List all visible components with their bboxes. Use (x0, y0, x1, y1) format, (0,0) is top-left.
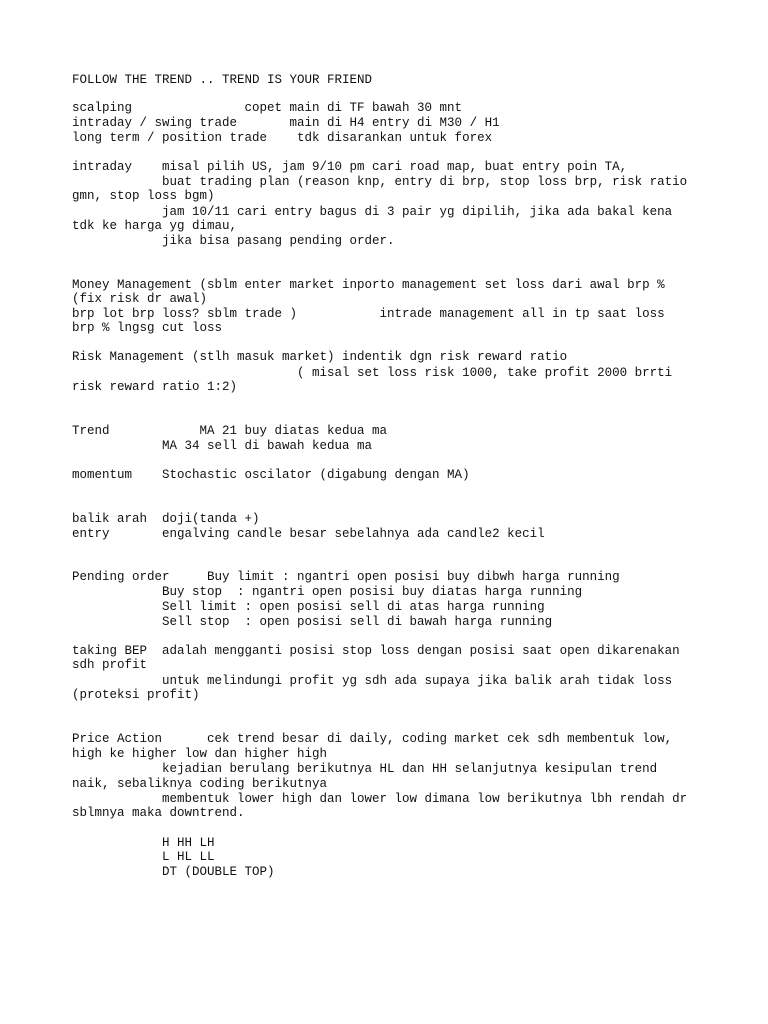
text-line: long term / position trade tdk disarankan untuk forex (72, 131, 493, 145)
text-line: Sell stop : open posisi sell di bawah harga running (72, 615, 553, 629)
text-line: gmn, stop loss bgm) (72, 189, 215, 203)
text-line: buat trading plan (reason knp, entry di brp, stop loss brp, risk ratio (72, 175, 688, 189)
text-line: intraday misal pilih US, jam 9/10 pm cari road map, buat entry poin TA, (72, 160, 628, 174)
text-line: brp % lngsg cut loss (72, 321, 223, 335)
text-line: Sell limit : open posisi sell di atas harga running (72, 600, 545, 614)
text-line: untuk melindungi profit yg sdh ada supaya jika balik arah tidak loss (72, 674, 673, 688)
text-line: (fix risk dr awal) (72, 292, 208, 306)
text-line: L HL LL (72, 850, 215, 864)
text-line: entry engalving candle besar sebelahnya ada candle2 kecil (72, 527, 545, 541)
text-line: Trend MA 21 buy diatas kedua ma (72, 424, 388, 438)
text-line: Price Action cek trend besar di daily, coding market cek sdh membentuk low, (72, 732, 673, 746)
text-line: risk reward ratio 1:2) (72, 380, 238, 394)
text-line: H HH LH (72, 836, 215, 850)
text-line: kejadian berulang berikutnya HL dan HH selanjutnya kesipulan trend (72, 762, 658, 776)
text-line: intraday / swing trade main di H4 entry di M30 / H1 (72, 116, 500, 130)
text-line: (proteksi profit) (72, 688, 200, 702)
text-line: Pending order Buy limit : ngantri open posisi buy dibwh harga running (72, 570, 620, 584)
text-line: naik, sebaliknya coding berikutnya (72, 777, 328, 791)
text-line: DT (DOUBLE TOP) (72, 865, 275, 879)
text-line: Buy stop : ngantri open posisi buy diatas harga running (72, 585, 583, 599)
text-line: scalping copet main di TF bawah 30 mnt (72, 101, 463, 115)
text-line: FOLLOW THE TREND .. TREND IS YOUR FRIEND (72, 73, 373, 87)
text-line: ( misal set loss risk 1000, take profit 2000 brrti (72, 366, 673, 380)
text-line: jam 10/11 cari entry bagus di 3 pair yg dipilih, jika ada bakal kena (72, 205, 673, 219)
text-line: tdk ke harga yg dimau, (72, 219, 238, 233)
text-line: brp lot brp loss? sblm trade ) intrade management all in tp saat loss (72, 307, 665, 321)
text-line: high ke higher low dan higher high (72, 747, 328, 761)
text-line: jika bisa pasang pending order. (72, 234, 395, 248)
text-line: momentum Stochastic oscilator (digabung dengan MA) (72, 468, 470, 482)
text-line: taking BEP adalah mengganti posisi stop loss dengan posisi saat open dikarenakan (72, 644, 680, 658)
text-line: Money Management (sblm enter market inporto management set loss dari awal brp % (72, 278, 665, 292)
text-line: sblmnya maka downtrend. (72, 806, 245, 820)
text-line: balik arah doji(tanda +) (72, 512, 260, 526)
text-line: MA 34 sell di bawah kedua ma (72, 439, 373, 453)
text-line: membentuk lower high dan lower low dimana low berikutnya lbh rendah dr (72, 792, 688, 806)
text-line: Risk Management (stlh masuk market) indentik dgn risk reward ratio (72, 350, 568, 364)
text-line: sdh profit (72, 658, 148, 672)
